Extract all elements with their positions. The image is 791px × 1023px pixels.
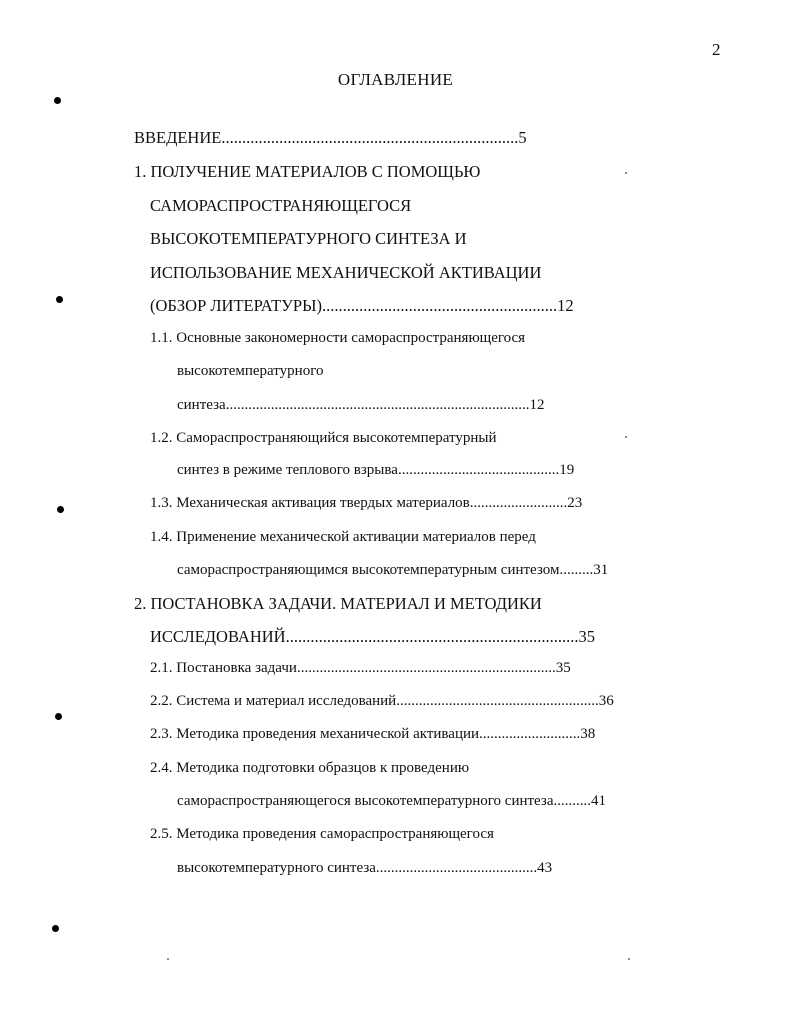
toc-chapter-1-line: 1. ПОЛУЧЕНИЕ МАТЕРИАЛОВ С ПОМОЩЬЮ	[134, 162, 481, 181]
toc-chapter-1-line: ИСПОЛЬЗОВАНИЕ МЕХАНИЧЕСКОЙ АКТИВАЦИИ	[150, 263, 542, 282]
toc-page: 5	[518, 128, 527, 147]
toc-page: 36	[598, 693, 614, 709]
binding-hole-mark	[54, 97, 61, 104]
binding-hole-mark	[55, 713, 62, 720]
toc-chapter-1-line: ВЫСОКОТЕМПЕРАТУРНОГО СИНТЕЗА И	[150, 229, 467, 248]
dot-leader: ...........................................	[375, 860, 538, 876]
toc-page: 35	[555, 660, 571, 676]
dot-leader: ...........................................	[397, 462, 560, 478]
toc-text: самораспространяющимся высокотемпературным синтезом	[177, 562, 560, 578]
dot-leader: ..........	[553, 793, 591, 809]
toc-entry-chapter-2	[150, 627, 595, 647]
toc-page: 43	[537, 860, 553, 876]
dot-leader: ......................................................	[396, 693, 599, 709]
dot-leader: ........................................................................	[221, 128, 519, 147]
toc-page: 12	[557, 296, 574, 315]
toc-entry-section-2-1	[150, 660, 571, 677]
page-number: 2	[712, 40, 721, 59]
toc-section-1-1-line: 1.1. Основные закономерности самораспространяющегося	[150, 330, 526, 346]
toc-section-2-4-line: 2.4. Методика подготовки образцов к проведению	[150, 760, 470, 776]
toc-entry-chapter-1	[150, 296, 574, 316]
dot-leader: .................................................................................	[225, 397, 530, 413]
toc-entry-section-1-3	[150, 495, 582, 512]
toc-text: (ОБЗОР ЛИТЕРАТУРЫ)	[150, 296, 322, 315]
toc-page: 35	[578, 627, 595, 646]
scan-speck	[167, 958, 169, 960]
scan-speck	[625, 172, 627, 174]
toc-chapter-1-line: САМОРАСПРОСТРАНЯЮЩЕГОСЯ	[150, 196, 412, 215]
toc-text: 2.1. Постановка задачи	[150, 660, 297, 676]
toc-page: 23	[567, 495, 583, 511]
toc-chapter-2-line: 2. ПОСТАНОВКА ЗАДАЧИ. МАТЕРИАЛ И МЕТОДИКИ	[134, 594, 542, 613]
toc-text: 2.3. Методика проведения механической активации	[150, 726, 480, 742]
toc-entry-section-1-1	[177, 397, 544, 414]
toc-page: 31	[593, 562, 609, 578]
toc-page: 19	[559, 462, 575, 478]
toc-text: 2.2. Система и материал исследований	[150, 693, 397, 709]
toc-page: 12	[529, 397, 545, 413]
toc-entry-section-2-4	[177, 793, 606, 810]
dot-leader: .........	[559, 562, 594, 578]
dot-leader: ..........................	[469, 495, 568, 511]
scan-speck	[625, 436, 627, 438]
binding-hole-mark	[56, 296, 63, 303]
toc-entry-section-2-5	[177, 860, 552, 877]
toc-section-1-1-line: высокотемпературного	[177, 363, 324, 379]
dot-leader: ...........................	[479, 726, 581, 742]
page-title: ОГЛАВЛЕНИЕ	[337, 70, 454, 89]
binding-hole-mark	[57, 506, 64, 513]
toc-text: синтеза	[177, 397, 226, 413]
toc-page: 41	[590, 793, 606, 809]
dot-leader: .....................................................................	[296, 660, 556, 676]
toc-text: синтез в режиме теплового взрыва	[177, 462, 398, 478]
dot-leader: .........................................................	[322, 296, 558, 315]
toc-entry-section-1-4	[177, 562, 608, 579]
toc-entry-section-2-3	[150, 726, 595, 743]
scan-speck	[628, 958, 630, 960]
toc-section-1-2-line: 1.2. Самораспространяющийся высокотемпературный	[150, 430, 497, 446]
binding-hole-mark	[52, 925, 59, 932]
toc-text: ИССЛЕДОВАНИЙ	[150, 627, 286, 646]
toc-text: самораспространяющегося высокотемпературного синтеза	[177, 793, 554, 809]
toc-page: 38	[580, 726, 596, 742]
toc-text: 1.3. Механическая активация твердых материалов	[150, 495, 470, 511]
toc-entry-section-1-2	[177, 462, 574, 479]
toc-text: высокотемпературного синтеза	[177, 860, 376, 876]
toc-section-1-4-line: 1.4. Применение механической активации материалов перед	[150, 529, 536, 545]
toc-section-2-5-line: 2.5. Методика проведения самораспространяющегося	[150, 826, 494, 842]
toc-text: ВВЕДЕНИЕ	[134, 128, 222, 147]
toc-entry-section-2-2	[150, 693, 614, 710]
toc-entry-intro	[134, 128, 527, 148]
dot-leader: .......................................................................	[285, 627, 579, 646]
